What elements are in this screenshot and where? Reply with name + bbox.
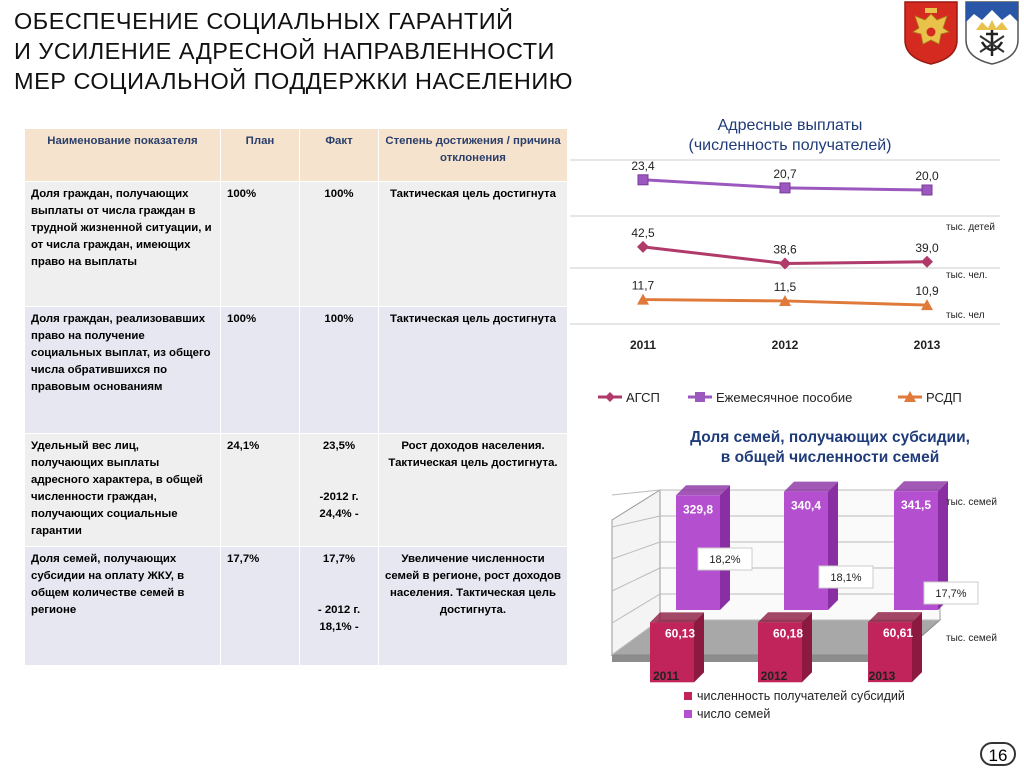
bar-legend-label: число семей [697, 707, 771, 721]
bar-unit-label: тыс. семей [946, 497, 997, 508]
line-point [780, 183, 790, 193]
bar-families-label: 340,4 [790, 498, 822, 513]
line-x-tick: 2013 [913, 338, 941, 352]
row-name: Доля семей, получающих субсидии на оплату ЖКУ, в общем количестве семей в регионе [25, 547, 221, 666]
line-data-label: 39,0 [915, 240, 939, 255]
row-plan: 24,1% [221, 434, 300, 547]
bar-chart-title: Доля семей, получающих субсидии, [690, 429, 970, 446]
line-x-tick: 2012 [771, 338, 799, 352]
line-point [637, 241, 649, 253]
legend-marker [605, 392, 615, 402]
bar-families-label: 329,8 [682, 502, 714, 517]
bar-recipients-side [802, 612, 812, 682]
bar-families-side [828, 482, 838, 610]
page-number: 16 [980, 742, 1016, 766]
bar-recipients-side [694, 612, 704, 682]
legend-label: Ежемесячное пособие [716, 390, 853, 405]
line-data-label: 20,0 [915, 169, 939, 183]
row-name: Доля граждан, получающих выплаты от числа граждан в трудной жизненной ситуации, и от числа граждан, имеющих право на выплаты [25, 182, 221, 307]
header-fact: Факт [300, 129, 379, 182]
row-plan: 100% [221, 307, 300, 434]
title-line-3: МЕР СОЦИАЛЬНОЙ ПОДДЕРЖКИ НАСЕЛЕНИЮ [14, 68, 574, 94]
legend-marker [695, 392, 705, 402]
bar-legend-label: численность получателей субсидий [697, 689, 905, 703]
line-x-tick: 2011 [629, 338, 657, 352]
percent-label: 18,1% [830, 572, 862, 584]
line-data-label: 42,5 [631, 225, 655, 240]
line-unit-label: тыс. детей [946, 222, 996, 233]
row-status: Тактическая цель достигнута [379, 182, 568, 307]
row-name: Удельный вес лиц, получающих выплаты адресного характера, в общей численности граждан, получающих социальные гарантии [25, 434, 221, 547]
title-line-2: И УСИЛЕНИЕ АДРЕСНОЙ НАПРАВЛЕННОСТИ [14, 38, 555, 64]
bar-legend-swatch [684, 692, 692, 700]
row-plan: 17,7% [221, 547, 300, 666]
line-point [922, 185, 932, 195]
bar-chart-title: в общей численности семей [720, 449, 940, 466]
bar-legend-swatch [684, 710, 692, 718]
line-data-label: 38,6 [773, 242, 797, 257]
legend-label: РСДП [926, 390, 962, 405]
line-data-label: 11,5 [773, 279, 797, 294]
line-chart-title: (численность получателей) [688, 137, 892, 154]
title-line-1: ОБЕСПЕЧЕНИЕ СОЦИАЛЬНЫХ ГАРАНТИЙ [14, 8, 514, 34]
row-name: Доля граждан, реализовавших право на получение социальных выплат, из общего числа обратившихся по правовым основаниям [25, 307, 221, 434]
line-chart-title: Адресные выплаты [717, 117, 863, 134]
bar-recipients-label: 60,61 [882, 626, 914, 641]
row-status: Рост доходов населения. Тактическая цель достигнута. [379, 434, 568, 547]
row-fact-value: 100% [324, 188, 354, 200]
header-plan: План [221, 129, 300, 182]
bar-families-label: 341,5 [900, 498, 932, 513]
row-fact-note: - 2012 г. 18,1% - [317, 604, 361, 633]
bar-x-tick: 2013 [868, 669, 896, 683]
row-fact-value: 23,5% [322, 440, 356, 452]
bar-recipients-side [912, 612, 922, 682]
line-data-label: 11,7 [631, 278, 655, 293]
line-unit-label: тыс. чел. [946, 270, 988, 281]
row-fact-value: 100% [324, 313, 354, 325]
row-fact-value: 17,7% [322, 553, 356, 565]
line-unit-label: тыс. чел [946, 310, 985, 321]
line-data-label: 20,7 [773, 166, 797, 181]
bar-x-tick: 2012 [760, 669, 788, 683]
legend-label: АГСП [626, 390, 660, 405]
line-data-label: 10,9 [915, 284, 939, 299]
header-name: Наименование показателя [25, 129, 221, 182]
percent-label: 18,2% [709, 554, 741, 566]
line-point [921, 256, 933, 268]
bar-unit-label: тыс. семей [946, 633, 997, 644]
percent-label: 17,7% [935, 588, 967, 600]
bar-x-tick: 2011 [652, 669, 680, 683]
row-plan: 100% [221, 182, 300, 307]
row-status: Увеличение численности семей в регионе, рост доходов населения. Тактическая цель достигнута. [379, 547, 568, 666]
line-point [638, 175, 648, 185]
row-fact-note: -2012 г. 24,4% - [319, 491, 359, 520]
row-status: Тактическая цель достигнута [379, 307, 568, 434]
header-status: Степень достижения / причина отклонения [379, 129, 568, 182]
line-data-label: 23,4 [631, 158, 655, 173]
bar-recipients-label: 60,13 [664, 626, 696, 641]
bar-recipients-label: 60,18 [772, 626, 804, 641]
